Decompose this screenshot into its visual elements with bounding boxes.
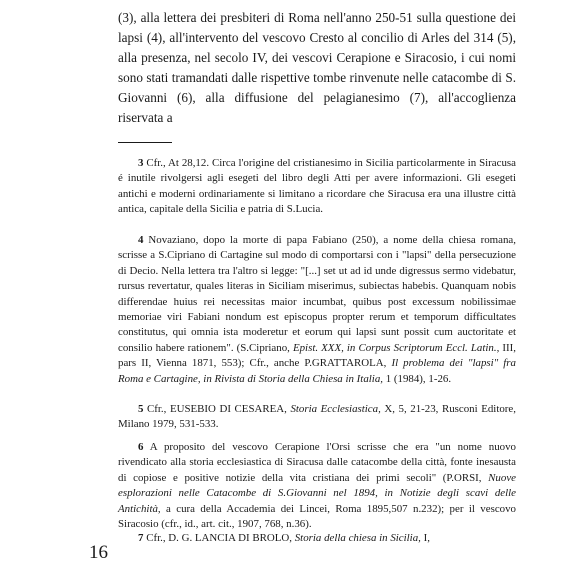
body-paragraph: (3), alla lettera dei presbiteri di Roma nell'anno 250-51 sulla questione dei lapsi (4), all'intervento del vescovo Cresto al concilio di Arles del 314 (5), alla presenza, nel secolo IV, dei vescovi Cerapione e Siracosio, i cui nomi sono stati tramandati dalle rispettive tombe rinvenute nelle catacombe di S. Giovanni (6), alla diffusione del pelagianesimo (7), all'accoglienza riservata a [118,10,516,125]
footnote-5 [118,402,516,433]
footnote-number: 3 [138,157,144,169]
footnote-text: a cura della Accademia dei Lincei, Roma 1895,507 n.232); per il vescovo Siracosio (cfr., id., art. cit., 1907, 768, n.36). [118,502,516,531]
footnote-text: I, [420,532,430,544]
footnote-citation-title: Storia Ecclesiastica, [290,403,381,415]
footnote-text: A proposito del vescovo Cerapione l'Orsi scrisse che era "un nome nuovo rivendicato alla storia ecclesiastica di Siracusa dalle catacombe della città, fonte inesausta di copiose e positive notizie della vita cristiana dei primi secoli" (P.ORSI, [118,441,517,484]
footnote-text: Cfr., D. G. LANCIA DI BROLO, [146,532,295,544]
footnote-citation-title: Epist. XXX, in Corpus Scriptorum Eccl. Latin., [292,341,500,354]
footnote-text: X, 5, 21-23, Rusconi Editore, Milano 1979, 531-533. [118,403,516,431]
footnote-3 [118,156,516,218]
footnote-citation-title: Storia della chiesa in Sicilia, [294,532,421,544]
footnote-text: III, pars II, Vienna 1871, 553); Cfr., anche P.GRATTAROLA, [118,341,516,370]
footnote-4 [118,233,516,387]
footnote-number: 6 [138,441,144,453]
footnote-text: Cfr., EUSEBIO DI CESAREA, [147,403,291,415]
footnote-text: Cfr., At 28,12. Circa l'origine del cristianesimo in Sicilia particolarmente in Siracusa é inutile rivolgersi agli esegeti del libro degli Atti per avere informazioni. Gli esegeti antichi e moderni ordinariamente si limitano a ricordare che Siracusa era una illustre città antica, capitale della Sicilia e patria di S.Lucia. [118,157,516,216]
footnote-text: 1 (1984), 1-26. [383,372,452,385]
footnote-citation-title: Il problema dei "lapsi" fra Roma e Cartagine, in Rivista di Storia della Chiesa in Italia, [118,357,516,385]
footnote-6 [118,440,516,532]
footnote-text: Novaziano, dopo la morte di papa Fabiano (250), a nome della chiesa romana, scrisse a S.Cipriano di Cartagine sul modo di comportarsi con i "lapsi" della persecuzione di Decio. Nella lettera tra l'altro si legge: "[...] set ut ad id unde digressus sermo videbatur, rursus revertatur, quales literas in Siciliam miserimus, subiectas habebis. Quanquam nobis differendae huius rei necessitas maior incumbat, quibus post excessum nobilissimae memoriae viri Fabiani nondum est episcopus propter rerum et temporum difficultates constitutus, qui omnia ista moderetur et eorum qui lapsi sunt possit cum auctoritate et consilio habere rationem". (S.Cipriano, [118,234,516,354]
footnote-7 [118,531,516,546]
footnote-citation-title: Nuove esplorazioni nelle Catacombe di S.Giovanni nel 1894, in Notizie degli scavi delle Antichità, [118,471,516,515]
footnote-separator [118,142,172,143]
footnote-number: 7 [138,532,144,544]
footnote-number: 5 [138,403,144,415]
page-number: 16 [89,542,108,563]
footnote-number: 4 [138,234,144,246]
